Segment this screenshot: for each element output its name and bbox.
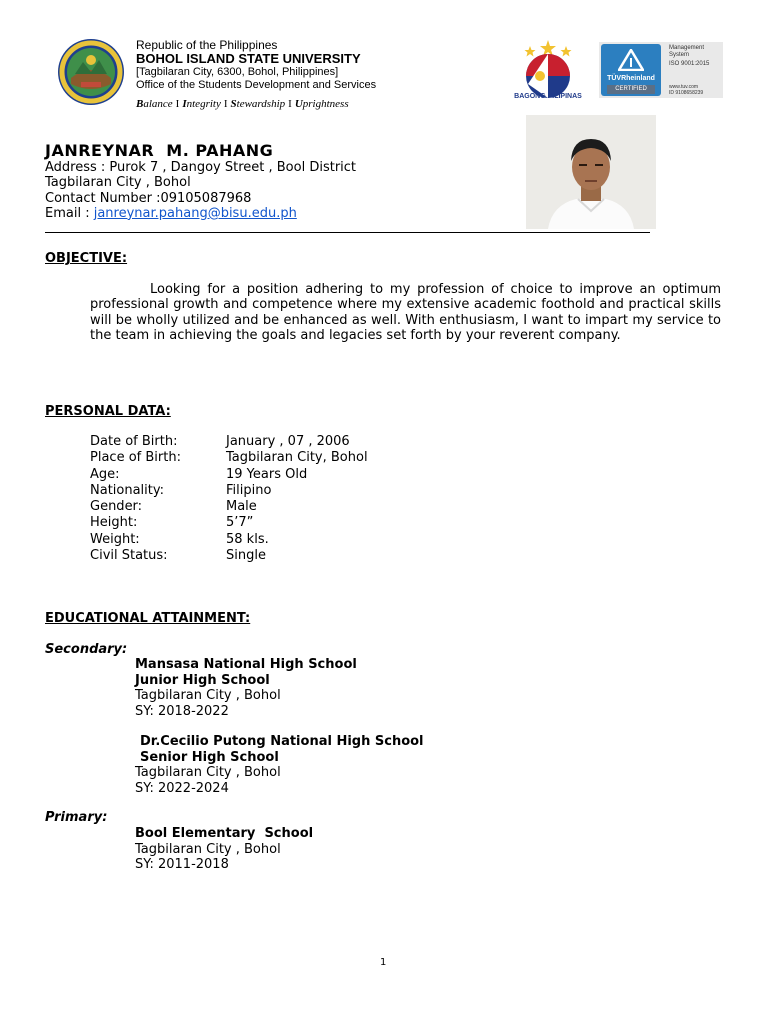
tuv-brand: TÜVRheinland: [607, 75, 655, 82]
school-name: Bool Elementary School: [135, 826, 314, 841]
pd-label: Age:: [90, 466, 120, 482]
school-name: Dr.Cecilio Putong National High School: [140, 734, 424, 749]
personal-data-values: [226, 434, 368, 564]
school-level: Junior High School: [135, 672, 270, 688]
pd-value: Filipino: [226, 482, 272, 498]
primary-label: Primary:: [45, 810, 108, 825]
pd-label: Date of Birth:: [90, 434, 178, 449]
office-name: Office of the Students Development and Services: [136, 79, 377, 91]
school-years: SY: 2011-2018: [135, 857, 229, 872]
university-seal-logo: [57, 38, 125, 106]
school-years: SY: 2018-2022: [135, 703, 229, 719]
school-entry: [135, 826, 313, 873]
iso-footer: www.tuv.com ID 9108658239: [669, 84, 704, 96]
email-link[interactable]: janreynar.pahang@bisu.edu.ph: [93, 205, 297, 221]
school-location: Tagbilaran City , Bohol: [135, 688, 281, 703]
pd-label: Place of Birth:: [90, 450, 181, 466]
secondary-label: Secondary:: [45, 642, 128, 657]
contact-number: Contact Number :09105087968: [45, 190, 252, 206]
applicant-name: JANREYNAR M. PAHANG: [45, 141, 274, 160]
pd-value: 58 kls.: [226, 531, 269, 547]
school-level: Senior High School: [140, 749, 279, 765]
pd-value: 19 Years Old: [226, 466, 308, 482]
education-heading: EDUCATIONAL ATTAINMENT:: [45, 611, 251, 626]
school-location: Tagbilaran City , Bohol: [135, 765, 281, 780]
republic-line: Republic of the Philippines: [136, 38, 278, 52]
contact-info: [45, 160, 356, 221]
school-entry: [135, 734, 424, 796]
iso-certification-badge: [599, 42, 723, 98]
pd-label: Weight:: [90, 531, 140, 547]
school-name: Mansasa National High School: [135, 657, 357, 672]
bagong-pilipinas-text: BAGONG PILIPINAS: [514, 93, 582, 100]
university-name: BOHOL ISLAND STATE UNIVERSITY: [136, 51, 361, 66]
tuv-rheinland-logo: [601, 44, 661, 96]
pd-label: Nationality:: [90, 482, 165, 498]
tuv-triangle-icon: [618, 49, 644, 71]
pd-value: Single: [226, 548, 266, 564]
pd-value: Tagbilaran City, Bohol: [226, 450, 368, 466]
objective-heading: OBJECTIVE:: [45, 251, 128, 266]
pd-value: Male: [226, 499, 257, 515]
pd-value: January , 07 , 2006: [226, 434, 350, 449]
pd-label: Gender:: [90, 499, 143, 515]
school-years: SY: 2022-2024: [135, 780, 229, 796]
school-entry: [135, 657, 357, 719]
university-header: [136, 39, 376, 92]
certified-label: CERTIFIED: [607, 85, 655, 94]
header-divider: [45, 232, 650, 233]
university-address: [Tagbilaran City, 6300, Bohol, Philippines]: [136, 66, 339, 78]
email-line: Email : janreynar.pahang@bisu.edu.ph: [45, 205, 297, 221]
core-values-motto: Balance I Integrity I Stewardship I Uprightness: [136, 98, 349, 110]
school-location: Tagbilaran City , Bohol: [135, 841, 281, 857]
personal-data-labels: [90, 434, 181, 564]
pd-label: Height:: [90, 515, 138, 531]
personal-data-heading: PERSONAL DATA:: [45, 404, 171, 419]
iso-system-text: Management System ISO 9001:2015: [669, 45, 710, 67]
pd-value: 5’7”: [226, 515, 254, 531]
address-line-2: Tagbilaran City , Bohol: [45, 175, 191, 191]
objective-text: Looking for a position adhering to my profession of choice to improve an optimum professional growth and competence where my extensive academic foothold and practical skills will be wholly utilized and be enhanced as well. With enthusiasm, I want to impart my service to the team in achieving the goals and legacies set forth by your reverent company.: [90, 282, 721, 343]
address-line-1: Address : Purok 7 , Dangoy Street , Bool District: [45, 160, 357, 175]
applicant-photo: [526, 115, 656, 229]
pd-label: Civil Status:: [90, 548, 168, 564]
iso-standard: ISO 9001:2015: [669, 61, 710, 67]
page-number: 1: [380, 957, 387, 968]
